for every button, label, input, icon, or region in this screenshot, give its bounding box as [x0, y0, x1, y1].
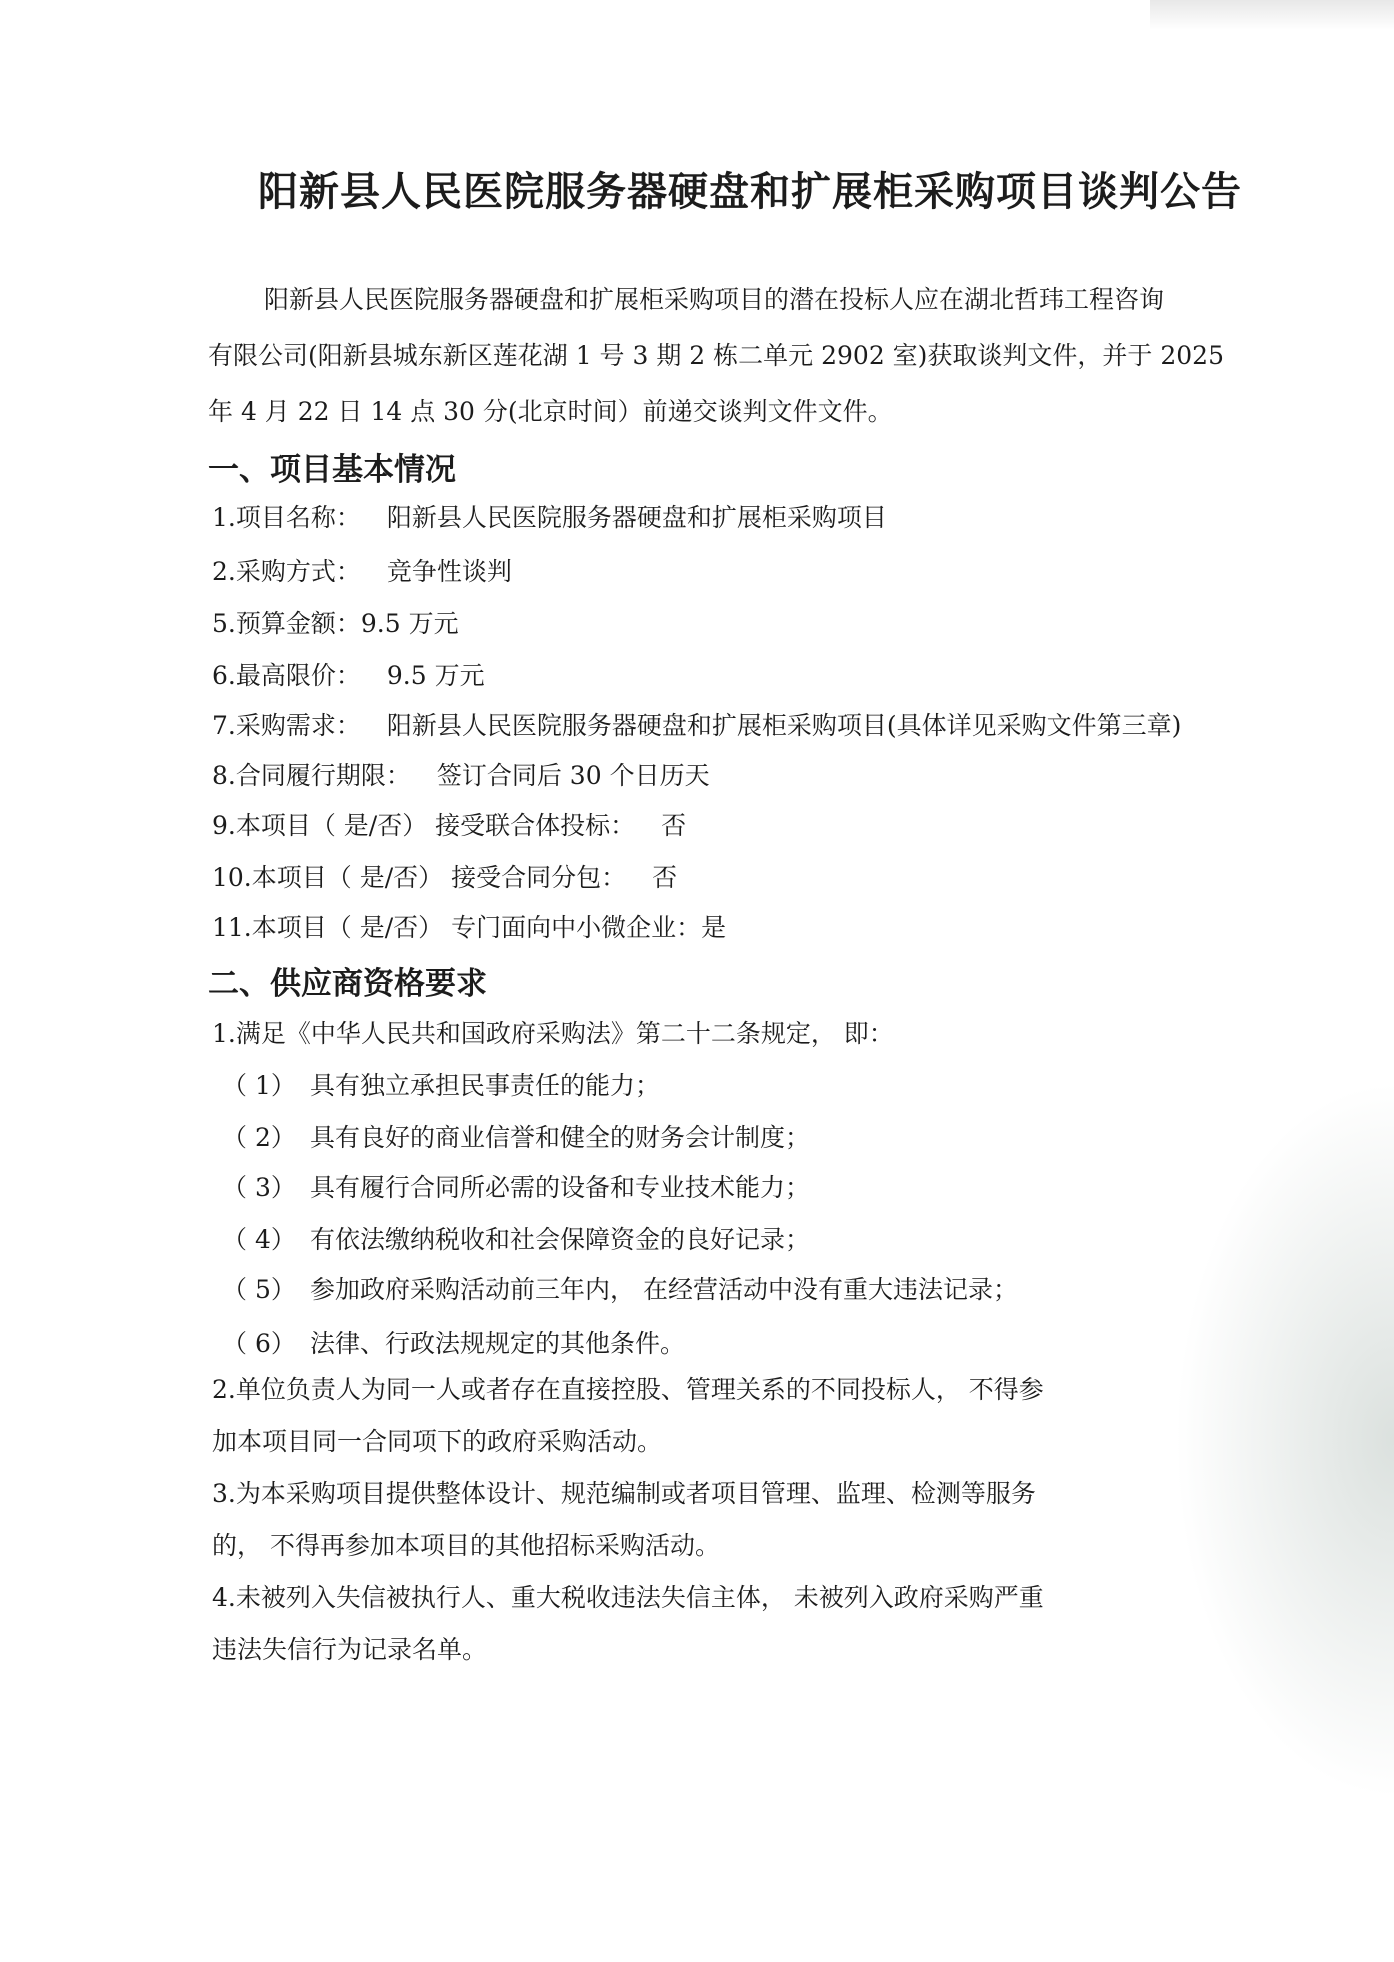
document-title: 阳新县人民医院服务器硬盘和扩展柜采购项目谈判公告 [258, 168, 1242, 215]
subitem-number: （ 6） [222, 1329, 296, 1358]
item-value: 签订合同后 30 个日历天 [436, 761, 710, 790]
subitem-number: （ 4） [222, 1225, 296, 1254]
item-label: 8.合同履行期限： [212, 761, 411, 790]
intro-paragraph [208, 272, 1308, 440]
intro-line: 阳新县人民医院服务器硬盘和扩展柜采购项目的潜在投标人应在湖北哲玮工程咨询 [264, 285, 1165, 314]
item-value: 否 [652, 863, 678, 892]
clause-1: 1.满足《中华人民共和国政府采购法》第二十二条规定， 即： [212, 1019, 894, 1048]
item-label: 11.本项目（ 是/否） 专门面向中小微企业： [212, 913, 702, 942]
subitem-text: 参加政府采购活动前三年内， 在经营活动中没有重大违法记录； [310, 1275, 1018, 1304]
subitem-text: 有依法缴纳税收和社会保障资金的良好记录； [310, 1225, 811, 1254]
item-label: 6.最高限价： [212, 661, 361, 690]
subitem-number: （ 5） [222, 1275, 296, 1304]
item-value: 阳新县人民医院服务器硬盘和扩展柜采购项目(具体详见采购文件第三章) [386, 711, 1182, 740]
item-label: 7.采购需求： [212, 711, 361, 740]
clause-line: 2.单位负责人为同一人或者存在直接控股、管理关系的不同投标人， 不得参 [212, 1375, 1044, 1404]
subitem-number: （ 1） [222, 1071, 296, 1100]
item-joint-bid [212, 806, 686, 842]
subitem [222, 1118, 810, 1154]
subitem-text: 具有履行合同所必需的设备和专业技术能力； [310, 1173, 811, 1202]
item-label: 1.项目名称： [212, 503, 361, 532]
clause-line: 4.未被列入失信被执行人、重大税收违法失信主体， 未被列入政府采购严重 [212, 1583, 1044, 1612]
item-sme [212, 908, 726, 944]
item-value: 否 [661, 811, 687, 840]
clause-line: 3.为本采购项目提供整体设计、规范编制或者项目管理、监理、检测等服务 [212, 1479, 1036, 1508]
intro-line: 年 4 月 22 日 14 点 30 分(北京时间）前递交谈判文件文件。 [208, 397, 893, 426]
item-value: 是 [701, 913, 727, 942]
subitem-number: （ 3） [222, 1173, 296, 1202]
subitem [222, 1220, 810, 1256]
item-label: 9.本项目（ 是/否） 接受联合体投标： [212, 811, 636, 840]
clause-line: 加本项目同一合同项下的政府采购活动。 [212, 1427, 663, 1456]
subitem-text: 具有独立承担民事责任的能力； [310, 1071, 661, 1100]
subitem-number: （ 2） [222, 1123, 296, 1152]
item-label: 2.采购方式： [212, 557, 361, 586]
subitem [222, 1270, 1018, 1306]
item-project-name [212, 498, 887, 534]
subitem [222, 1324, 685, 1360]
item-label: 10.本项目（ 是/否） 接受合同分包： [212, 863, 627, 892]
section-heading-basic-info: 一、项目基本情况 [208, 452, 456, 488]
item-label: 5.预算金额： [212, 609, 361, 638]
item-contract-period [212, 756, 710, 792]
item-subcontract [212, 858, 677, 894]
item-requirements [212, 706, 1181, 742]
item-value: 阳新县人民医院服务器硬盘和扩展柜采购项目 [386, 503, 887, 532]
item-value: 9.5 万元 [386, 661, 485, 690]
clause-line: 违法失信行为记录名单。 [212, 1635, 488, 1664]
clause-2 [212, 1364, 1044, 1468]
item-max-price [212, 656, 485, 692]
clause-3 [212, 1468, 1036, 1572]
clause-line: 的， 不得再参加本项目的其他招标采购活动。 [212, 1531, 720, 1560]
subitem [222, 1168, 810, 1204]
item-value: 竞争性谈判 [386, 557, 512, 586]
intro-line: 有限公司(阳新县城东新区莲花湖 1 号 3 期 2 栋二单元 2902 室)获取谈判文件，并于 2025 [208, 341, 1224, 370]
clause-4 [212, 1572, 1044, 1676]
subitem-text: 法律、行政法规规定的其他条件。 [310, 1329, 686, 1358]
item-budget [212, 604, 459, 640]
subitem-text: 具有良好的商业信誉和健全的财务会计制度； [310, 1123, 811, 1152]
item-procurement-method [212, 552, 512, 588]
item-value: 9.5 万元 [360, 609, 459, 638]
subitem [222, 1066, 660, 1102]
section-heading-qualifications: 二、供应商资格要求 [208, 966, 487, 1002]
